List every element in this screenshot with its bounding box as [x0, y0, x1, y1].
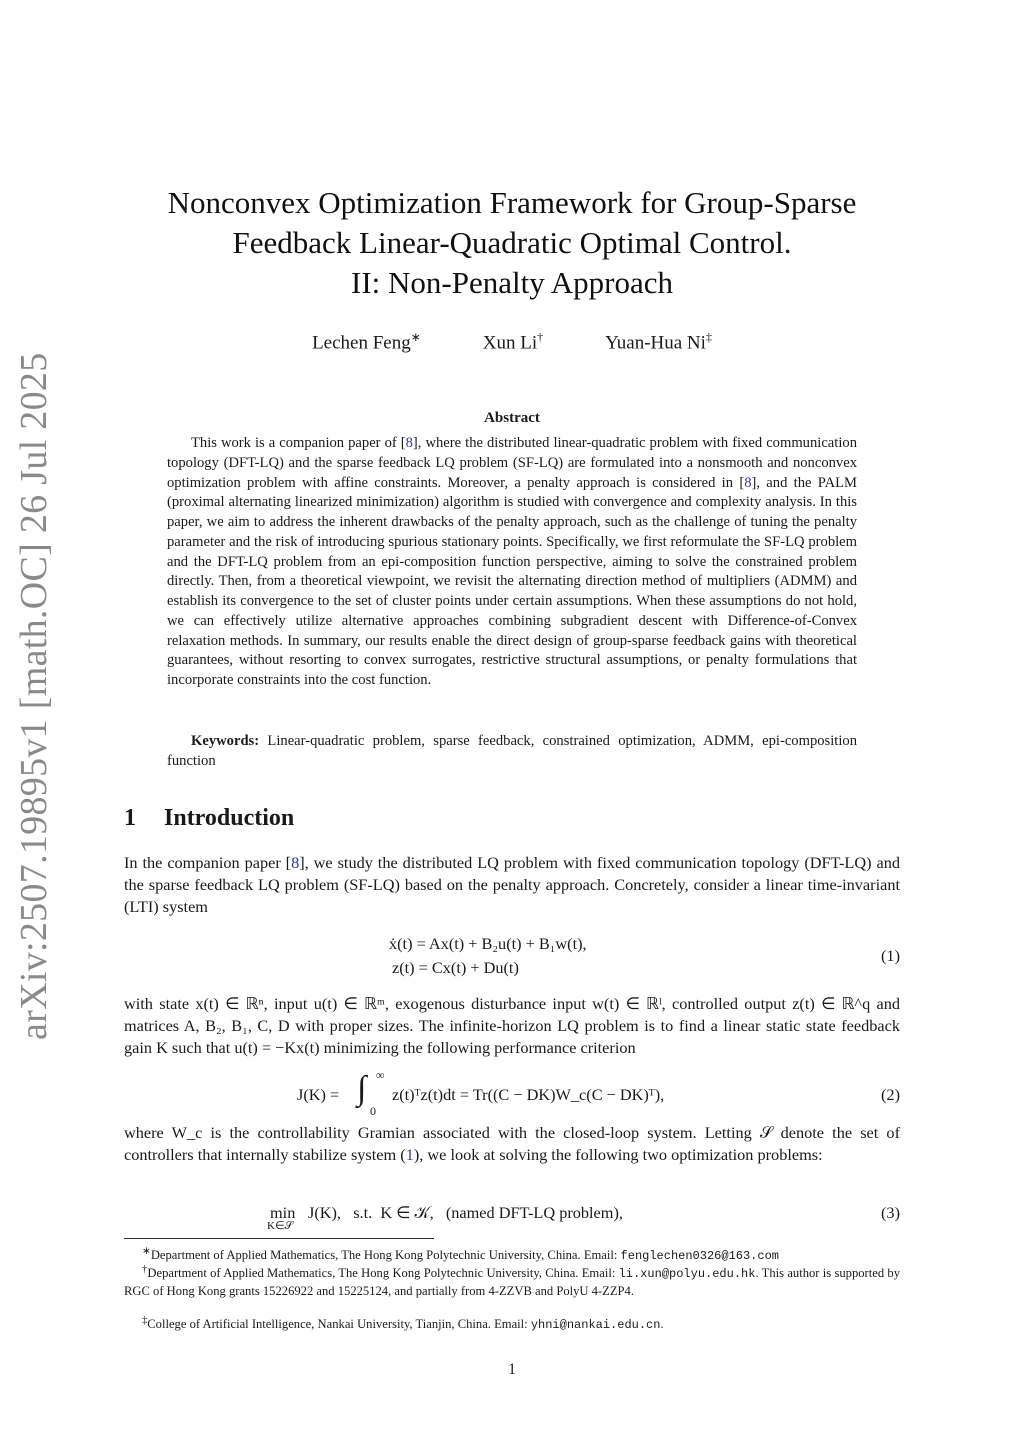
intro-paragraph: where W_c is the controllability Gramian associated with the closed-loop system. Letting 𝒮 denote the set of controllers that internally stabilize system (1), we look at solving the following two optimization problems:: [124, 1123, 900, 1164]
footnote-1: ∗Department of Applied Mathematics, The Hong Kong Polytechnic University, China. Email: fenglechen0326@163.com: [142, 1246, 779, 1264]
intro-paragraph: In the companion paper [8], we study the distributed LQ problem with fixed communication topology (DFT-LQ) and the sparse feedback LQ problem (SF-LQ) based on the penalty approach. Concretely, consider a linear time-invariant (LTI) system: [124, 853, 900, 916]
equation-3-min: min: [270, 1203, 296, 1222]
author-list: [100, 330, 924, 354]
equation-2-lhs: J(K) =: [297, 1085, 340, 1104]
footnote-rule: [124, 1238, 434, 1239]
equation-number: (3): [881, 1203, 900, 1222]
abstract-body: This work is a companion paper of [8], where the distributed linear-quadratic problem with fixed communication topology (DFT-LQ) and the sparse feedback LQ problem (SF-LQ) are formulated into a nonsmooth and nonconvex optimization problem with affine constraints. Moreover, a penalty approach is considered in [8], and the PALM (proximal alternating linearized minimization) algorithm is studied with convergence and complexity analysis. In this paper, we aim to address the inherent drawbacks of the penalty approach, such as the challenge of tuning the penalty parameter and the risk of introducing spurious stationary points. Specifically, we first reformulate the SF-LQ problem and the DFT-LQ problem from an epi-composition function perspective, aiming to solve the constrained problem directly. Then, from a theoretical viewpoint, we revisit the alternating direction method of multipliers (ADMM) and establish its convergence to the set of cluster points under certain assumptions. When these assumptions do not hold, we can effectively utilize alternative approaches combining subgradient descent with Difference-of-Convex relaxation methods. In summary, our results enable the direct design of group-sparse feedback gains with theoretical guarantees, without resorting to convex surrogates, restrictive structural assumptions, or penalty formulations that incorporate constraints into the cost function.: [167, 435, 857, 688]
equation-number: (1): [881, 946, 900, 965]
author: Xun Li†: [482, 330, 544, 354]
equation-1-line-2: z(t) = Cx(t) + Du(t): [392, 958, 519, 977]
abstract-heading: Abstract: [484, 410, 540, 426]
integral-upper-limit: ∞: [376, 1068, 385, 1082]
equation-number: (2): [881, 1085, 900, 1104]
section-heading: 1 Introduction: [124, 805, 295, 831]
equation-reference-link[interactable]: 1: [405, 1145, 414, 1164]
paper-title: [100, 183, 924, 303]
title-line-1: Nonconvex Optimization Framework for Group-Sparse: [167, 185, 857, 220]
integral-sign: ∫: [357, 1070, 367, 1107]
keywords-text: Linear-quadratic problem, sparse feedback, constrained optimization, ADMM, epi-composition function: [167, 733, 857, 769]
citation-link[interactable]: 8: [405, 435, 413, 451]
arxiv-stamp: arXiv:2507.19895v1 [math.OC] 26 Jul 2025: [13, 352, 55, 1040]
equation-3-subscript: K∈𝒮: [267, 1220, 294, 1232]
page-number: 1: [508, 1361, 516, 1378]
keywords-label: Keywords:: [191, 733, 260, 749]
footnote-3: ‡College of Artificial Intelligence, Nankai University, Tianjin, China. Email: yhni@nankai.edu.cn.: [142, 1315, 664, 1333]
citation-link[interactable]: 8: [744, 474, 752, 491]
keywords: [167, 732, 857, 772]
author: Yuan-Hua Ni‡: [605, 330, 712, 354]
email-link[interactable]: li.xun@polyu.edu.hk: [618, 1267, 756, 1282]
title-line-3: II: Non-Penalty Approach: [351, 265, 673, 300]
email-link[interactable]: fenglechen0326@163.com: [620, 1249, 779, 1264]
equation-2-rhs: z(t)ᵀz(t)dt = Tr((C − DK)W_c(C − DK)ᵀ),: [392, 1085, 665, 1104]
integral-lower-limit: 0: [370, 1104, 376, 1118]
equation-3-body: J(K), s.t. K ∈ 𝒦, (named DFT-LQ problem),: [308, 1203, 623, 1222]
title-line-2: Feedback Linear-Quadratic Optimal Control.: [232, 225, 792, 260]
author: Lechen Feng∗: [312, 330, 421, 354]
email-link[interactable]: yhni@nankai.edu.cn: [530, 1318, 661, 1333]
citation-link[interactable]: 8: [291, 853, 300, 872]
footnote-2: †Department of Applied Mathematics, The Hong Kong Polytechnic University, China. Email: li.xun@polyu.edu.hk. This author is supported by RGC of Hong Kong grants 15226922 and 15225124, and partially from 4-ZZVB and PolyU 4-ZZP4.: [124, 1264, 901, 1299]
intro-paragraph: with state x(t) ∈ ℝⁿ, input u(t) ∈ ℝᵐ, exogenous disturbance input w(t) ∈ ℝˡ, controlled output z(t) ∈ ℝ^q and matrices A, B₂, B₁, C, D with proper sizes. The infinite-horizon LQ problem is to find a linear static state feedback gain K such that u(t) = −Kx(t) minimizing the following performance criterion: [124, 994, 901, 1057]
equation-1-line-1: ẋ(t) = Ax(t) + B₂u(t) + B₁w(t),: [389, 934, 587, 953]
